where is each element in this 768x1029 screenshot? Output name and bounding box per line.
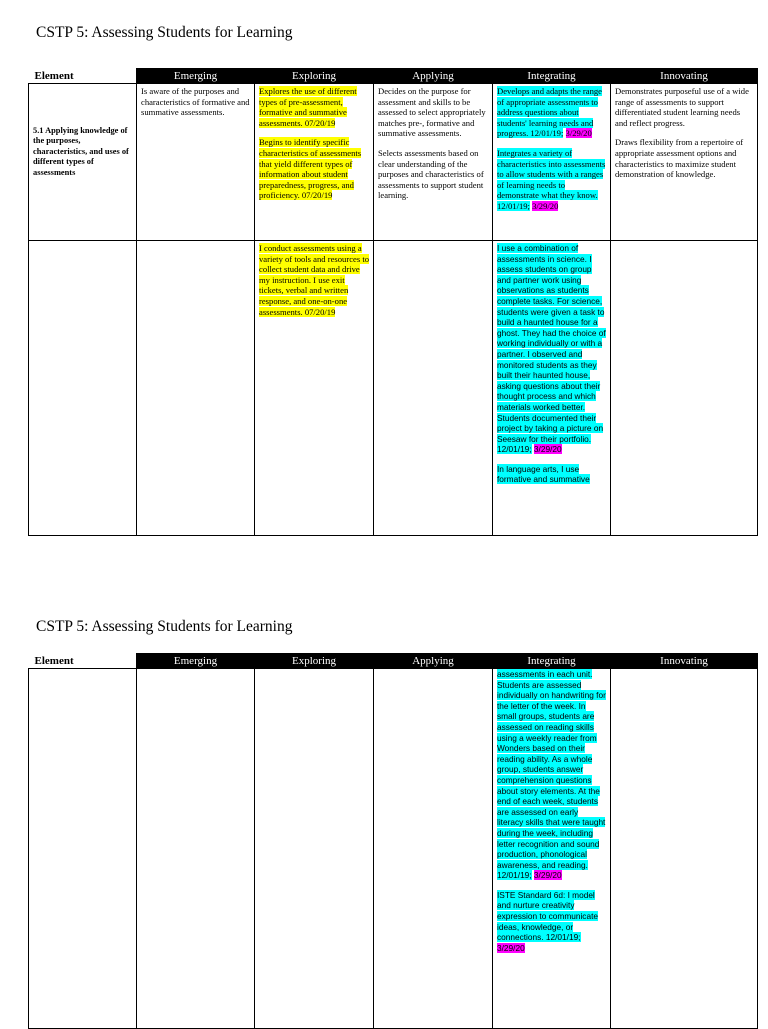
table-row — [29, 241, 758, 536]
highlighted-text: assessments in each unit. Students are assessed individually on handwriting for the letter of the week. In small groups, students are assessed on reading skills using a weekly reader from Wonders based on their reading ability. As a whole group, students answer comprehension questions about story elements. At the end of each week, students are assessed on early literacy skills that were taught during the week, including letter recognition and sound production, phonological awareness, and reading. 12/01/19; — [497, 669, 606, 881]
header-innovating: Innovating — [611, 654, 758, 669]
applying-cell — [374, 84, 493, 241]
header-exploring: Exploring — [255, 69, 374, 84]
highlighted-text: ISTE Standard 6d: I model and nurture creativity expression to communicate ideas, knowledge, or connections. 12/01/19; — [497, 889, 598, 943]
highlighted-text: In language arts, I use formative and summative — [497, 463, 590, 485]
highlighted-text: Begins to identify specific characteristics of assessments that yield different types of information about student preparedness, progress, and proficiency. 07/20/19 — [259, 137, 362, 201]
header-emerging: Emerging — [137, 654, 255, 669]
header-element: Element — [29, 654, 137, 669]
innovating-cell — [611, 241, 758, 536]
highlighted-text: Explores the use of different types of pre-assessment, formative and summative assessments. 07/20/19 — [259, 86, 357, 128]
integrating-cell — [493, 84, 611, 241]
date-highlight: 3/29/20 — [533, 870, 562, 881]
cell-text: Demonstrates purposeful use of a wide range of assessments to support differentiated student learning needs and reflect progress. — [615, 86, 749, 128]
exploring-cell — [255, 669, 374, 1029]
header-row — [29, 69, 758, 84]
date-highlight: 3/29/20 — [565, 128, 592, 139]
element-cell — [29, 241, 137, 536]
emerging-cell — [137, 84, 255, 241]
cell-text: Draws flexibility from a repertoire of appropriate assessment options and characteristics to maximize student demonstration of knowledge. — [615, 137, 744, 180]
header-emerging: Emerging — [137, 69, 255, 84]
integrating-cell — [493, 669, 611, 1029]
header-innovating: Innovating — [611, 69, 758, 84]
emerging-cell — [137, 669, 255, 1029]
element-label: 5.1 Applying knowledge of the purposes, characteristics, and uses of different types of assessments — [33, 126, 129, 177]
applying-cell — [374, 241, 493, 536]
rubric-table — [28, 68, 758, 536]
page-title: CSTP 5: Assessing Students for Learning — [36, 24, 293, 41]
date-highlight: 3/29/20 — [532, 200, 559, 211]
header-exploring: Exploring — [255, 654, 374, 669]
integrating-cell — [493, 241, 611, 536]
highlighted-text: Integrates a variety of characteristics into assessments to allow students with a ranges of learning needs to demonstrate what they know. 12/01/19; — [497, 147, 606, 211]
innovating-cell — [611, 669, 758, 1029]
cell-text: Decides on the purpose for assessment and skills to be assessed to select appropriately matches pre-, formative and summative assessments. — [378, 86, 486, 139]
applying-cell — [374, 669, 493, 1029]
header-integrating: Integrating — [493, 69, 611, 84]
highlighted-text: I conduct assessments using a variety of tools and resources to collect student data and drive my instruction. I use exit tickets, verbal and written response, and one-on-one assessments. 07/20/19 — [259, 243, 370, 317]
header-applying: Applying — [374, 654, 493, 669]
exploring-cell — [255, 241, 374, 536]
cell-text: Is aware of the purposes and characteristics of formative and summative assessments. — [141, 86, 250, 118]
header-element: Element — [29, 69, 137, 84]
table-row — [29, 669, 758, 1029]
cell-text: Selects assessments based on clear understanding of the purposes and characteristics of assessments to support student learning. — [378, 147, 484, 201]
page-title: CSTP 5: Assessing Students for Learning — [36, 618, 293, 635]
innovating-cell — [611, 84, 758, 241]
highlighted-text: Develops and adapts the range of appropriate assessments to address questions about students' learning needs and progress. 12/01/19; — [497, 86, 602, 139]
header-applying: Applying — [374, 69, 493, 84]
table-row — [29, 84, 758, 241]
highlighted-text: I use a combination of assessments in science. I assess students on group and partner work using observations as students complete tasks. For science, students were given a task to build a haunted house for a ghost. They had the choice of working individually or with a partner. I observed and monitored students as they built their haunted house, asking questions about their thought process and which materials worked better. Students documented their project by taking a picture on Seesaw for their portfolio. 12/01/19; — [497, 243, 606, 455]
element-cell — [29, 84, 137, 241]
element-cell — [29, 669, 137, 1029]
header-integrating: Integrating — [493, 654, 611, 669]
date-highlight: 3/29/20 — [533, 444, 562, 455]
date-highlight: 3/29/20 — [497, 942, 525, 953]
emerging-cell — [137, 241, 255, 536]
exploring-cell — [255, 84, 374, 241]
header-row — [29, 654, 758, 669]
rubric-table — [28, 653, 758, 1029]
